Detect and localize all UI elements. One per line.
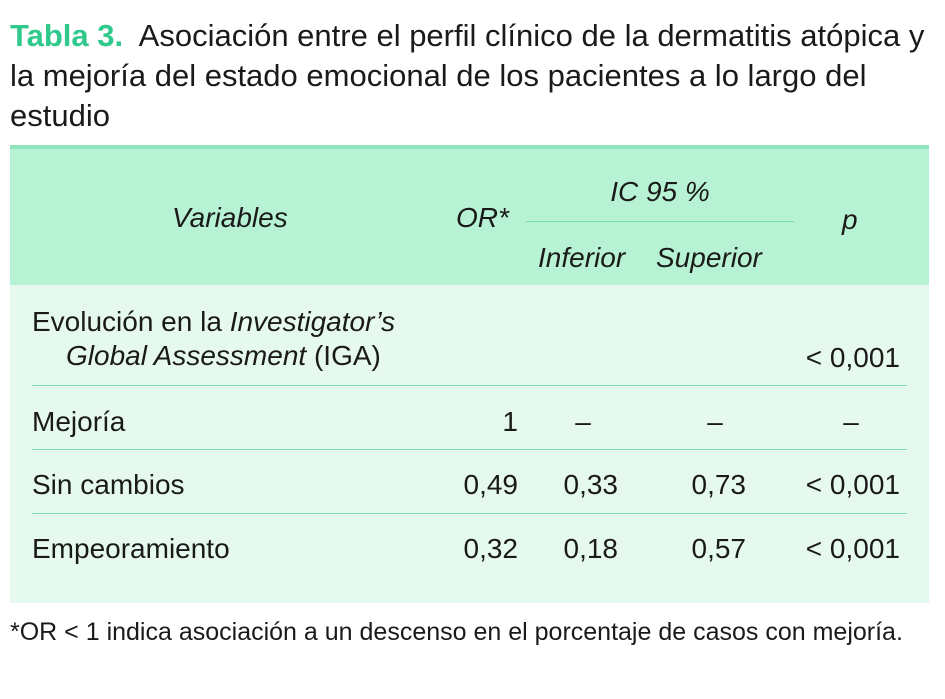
section-line-1: Evolución en la Investigator’s: [32, 306, 396, 337]
table-number-label: Tabla 3.: [10, 18, 124, 53]
table-title-text: Asociación entre el perfil clínico de la dermatitis atópica y la mejoría del estado emocional de los pacientes a lo largo del estudio: [10, 18, 925, 133]
row-p: –: [843, 406, 859, 437]
table-title: [10, 16, 935, 136]
row-variable: Sin cambios: [32, 469, 185, 500]
row-superior: 0,57: [691, 533, 746, 564]
data-table: [10, 145, 929, 603]
row-or: 0,49: [463, 469, 518, 500]
header-p: p: [842, 204, 858, 235]
row-inferior: 0,33: [563, 469, 618, 500]
table-footnote: *OR < 1 indica asociación a un descenso en el porcentaje de casos con mejoría.: [10, 618, 903, 646]
row-divider: [32, 513, 907, 514]
header-superior: Superior: [656, 242, 762, 273]
row-variable: Mejoría: [32, 406, 126, 437]
header-ic-divider: [526, 221, 794, 222]
row-inferior: –: [575, 406, 591, 437]
header-or: OR*: [456, 202, 509, 233]
header-ic95: IC 95 %: [610, 176, 710, 207]
row-p: < 0,001: [805, 533, 900, 564]
row-or: 0,32: [463, 533, 518, 564]
row-variable: Empeoramiento: [32, 533, 230, 564]
header-variables: Variables: [172, 202, 288, 233]
table-header: [10, 145, 929, 285]
row-inferior: 0,18: [563, 533, 618, 564]
row-superior: –: [707, 406, 723, 437]
row-divider: [32, 385, 907, 386]
section-p-value: < 0,001: [805, 342, 900, 373]
header-inferior: Inferior: [538, 242, 626, 273]
row-or: 1: [502, 406, 518, 437]
row-superior: 0,73: [691, 469, 746, 500]
row-p: < 0,001: [805, 469, 900, 500]
section-line-2: Global Assessment (IGA): [66, 340, 381, 371]
row-divider: [32, 449, 907, 450]
